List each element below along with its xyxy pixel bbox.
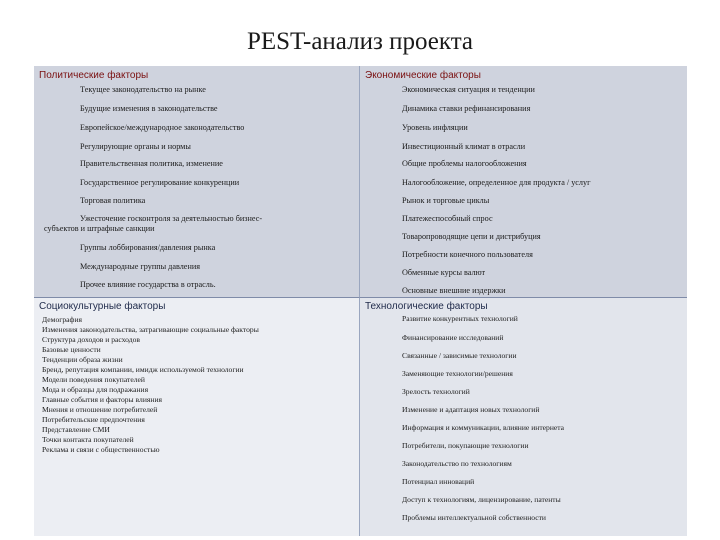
list-item: Потребители, покупающие технологии [402, 441, 529, 450]
list-item: Доступ к технологиям, лицензирование, патенты [402, 495, 561, 504]
list-item: Прочее влияние государства в отрасль. [80, 280, 216, 289]
list-item: Основные внешние издержки [402, 286, 506, 295]
list-item: Бренд, репутация компании, имидж используемой технологии [42, 365, 244, 374]
list-item: Развитие конкурентных технологий [402, 314, 518, 323]
list-item: Проблемы интеллектуальной собственности [402, 513, 546, 522]
list-item: Мнения и отношение потребителей [42, 405, 158, 414]
technological-quadrant [360, 298, 687, 536]
sociocultural-quadrant [34, 298, 360, 536]
list-item: Модели поведения покупателей [42, 375, 145, 384]
list-item: Законодательство по технологиям [402, 459, 512, 468]
pest-grid [34, 66, 687, 536]
list-item: Потребности конечного пользователя [402, 250, 533, 259]
economic-heading: Экономические факторы [365, 70, 481, 81]
list-item: Точки контакта покупателей [42, 435, 134, 444]
list-item: Реклама и связи с общественностью [42, 445, 160, 454]
list-item: Регулирующие органы и нормы [80, 142, 191, 151]
sociocultural-heading: Социокультурные факторы [39, 301, 166, 312]
list-item: Экономическая ситуация и тенденции [402, 85, 535, 94]
list-item: Будущие изменения в законодательстве [80, 104, 218, 113]
list-item: Обменные курсы валют [402, 268, 486, 277]
list-item: Информация и коммуникации, влияние интернета [402, 423, 565, 432]
list-item: Ужесточение госконтроля за деятельностью бизнес- [80, 214, 263, 223]
list-item: Изменения законодательства, затрагивающие социальные факторы [42, 325, 259, 334]
list-item: Финансирование исследований [402, 333, 504, 342]
list-item: Рынок и торговые циклы [402, 196, 490, 205]
list-item: Государственное регулирование конкуренции [80, 178, 240, 187]
list-item: Инвестиционный климат в отрасли [402, 142, 526, 151]
political-heading: Политические факторы [39, 70, 149, 81]
technological-heading: Технологические факторы [365, 301, 488, 312]
list-item: Группы лоббирования/давления рынка [80, 243, 216, 252]
page-title: PEST-анализ проекта [246, 28, 474, 55]
list-item: Товаропроводящие цепи и дистрибуция [402, 232, 541, 241]
list-item: Базовые ценности [42, 345, 101, 354]
list-item: Общие проблемы налогообложения [402, 159, 527, 168]
list-item: Платежеспособный спрос [402, 214, 493, 223]
political-quadrant [34, 66, 360, 298]
list-item: субъектов и штрафные санкции [44, 224, 155, 233]
list-item: Связанные / зависимые технологии [402, 351, 517, 360]
list-item: Демография [42, 315, 83, 324]
list-item: Уровень инфляции [402, 123, 468, 132]
list-item: Динамика ставки рефинансирования [402, 104, 531, 113]
list-item: Потенциал инноваций [402, 477, 475, 486]
list-item: Европейское/международное законодательство [80, 123, 245, 132]
economic-quadrant [360, 66, 687, 298]
list-item: Тенденции образа жизни [42, 355, 123, 364]
list-item: Заменяющие технологии/решения [402, 369, 513, 378]
list-item: Главные события и факторы влияния [42, 395, 163, 404]
list-item: Международные группы давления [80, 262, 200, 271]
list-item: Изменение и адаптация новых технологий [402, 405, 540, 414]
list-item: Текущее законодательство на рынке [80, 85, 206, 94]
list-item: Представление СМИ [42, 425, 110, 434]
list-item: Потребительские предпочтения [42, 415, 145, 424]
list-item: Зрелость технологий [402, 387, 470, 396]
list-item: Налогообложение, определенное для продукта / услуг [402, 178, 591, 187]
list-item: Правительственная политика, изменение [80, 159, 223, 168]
list-item: Торговая политика [80, 196, 146, 205]
list-item: Мода и образцы для подражания [42, 385, 149, 394]
list-item: Структура доходов и расходов [42, 335, 140, 344]
